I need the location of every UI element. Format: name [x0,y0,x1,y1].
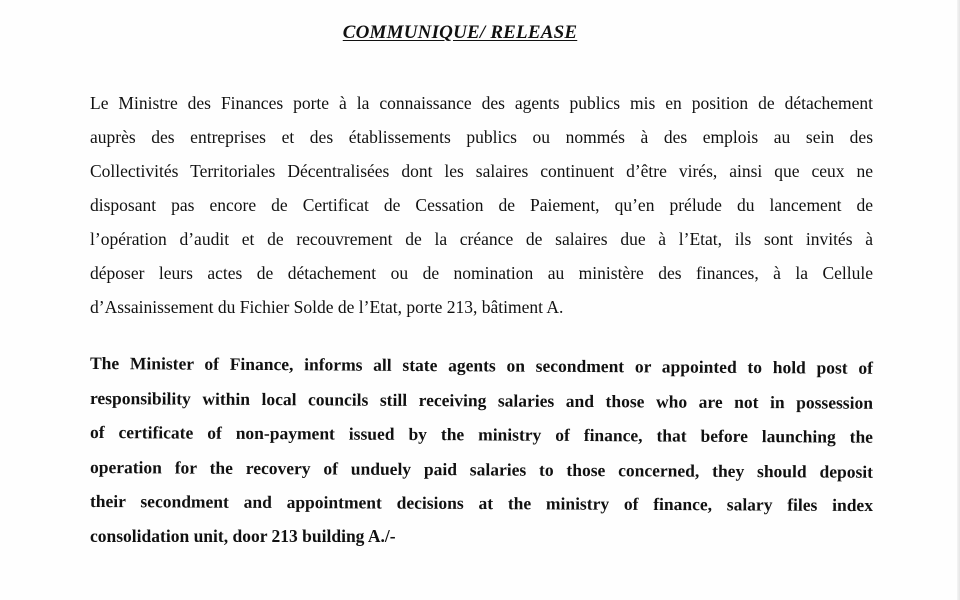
english-line: operation for the recovery of unduely paid salaries to those concerned, they should deposit [89,456,874,482]
french-line: d’Assainissement du Fichier Solde de l’Etat, porte 213, bâtiment A. [90,297,564,317]
french-line: auprès des entreprises et des établissements publics ou nommés à des emplois au sein des [90,127,873,147]
document-title: COMMUNIQUE/ RELEASE [342,22,578,43]
french-line: déposer leurs actes de détachement ou de nomination au ministère des finances, à la Cellule [90,263,873,283]
english-line: of certificate of non-payment issued by the ministry of finance, that before launching the [89,422,874,447]
french-line: disposant pas encore de Certificat de Cessation de Paiement, qu’en prélude du lancement de [90,195,873,215]
french-line: l’opération d’audit et de recouvrement de la créance de salaires due à l’Etat, ils sont invités à [90,229,873,249]
french-line: Le Ministre des Finances porte à la connaissance des agents publics mis en position de détachement [90,93,873,113]
english-paragraph [90,346,873,553]
english-line: responsibility within local councils still receiving salaries and those who are not in possession [89,387,874,413]
english-line: The Minister of Finance, informs all state agents on secondment or appointed to hold post of [89,353,874,378]
french-paragraph [90,86,873,324]
french-line: Collectivités Territoriales Décentralisées dont les salaires continuent d’être virés, ainsi que ceux ne [90,161,873,181]
english-line: their secondment and appointment decisions at the ministry of finance, salary files index [89,491,874,516]
english-line: consolidation unit, door 213 building A./- [90,525,396,546]
